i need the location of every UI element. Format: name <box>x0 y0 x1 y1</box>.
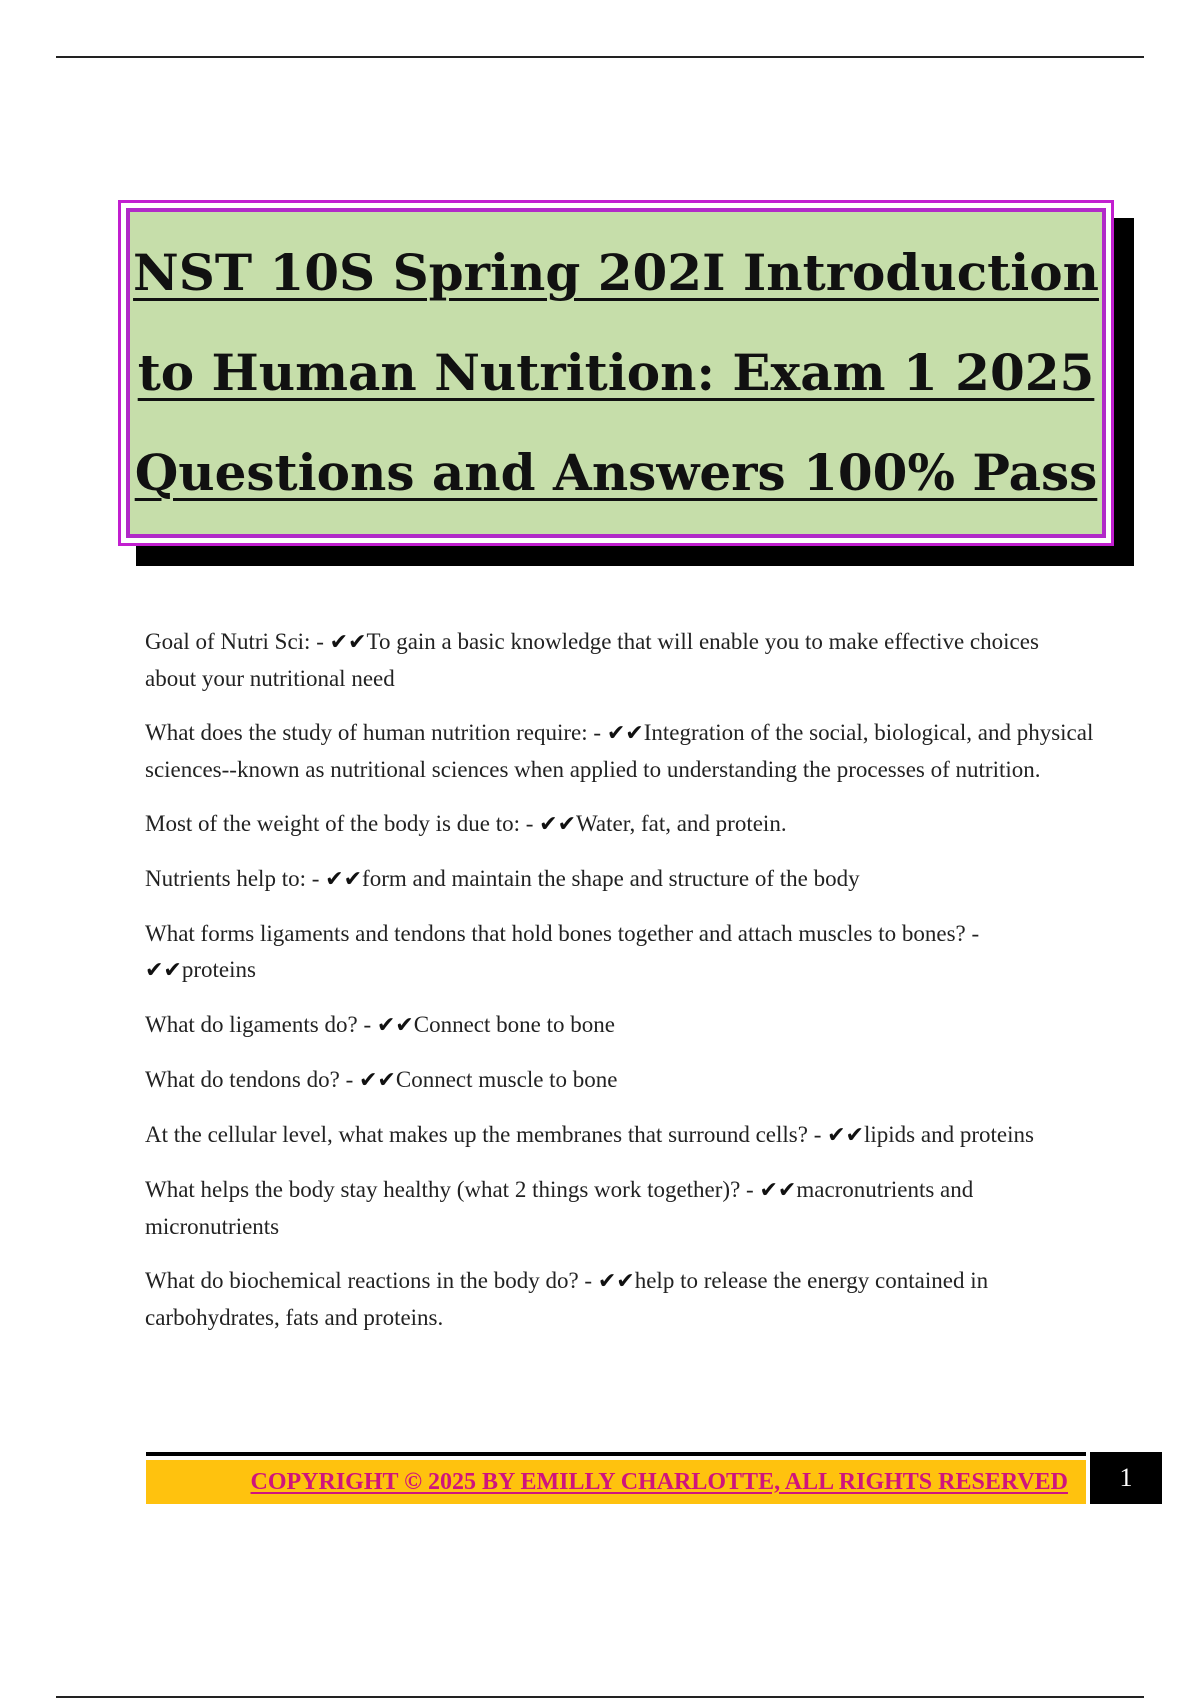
qa-item <box>145 1062 1095 1099</box>
question-text: What do ligaments do? <box>145 1012 358 1037</box>
question-text: What do biochemical reactions in the body do? <box>145 1268 579 1293</box>
footer-bar <box>146 1460 1086 1504</box>
qa-separator: - <box>305 866 326 891</box>
question-text: Goal of Nutri Sci: <box>145 629 311 654</box>
qa-item <box>145 916 1095 989</box>
question-text: What forms ligaments and tendons that hold bones together and attach muscles to bones? <box>145 921 966 946</box>
answer-text: help to release the energy contained in carbohydrates, fats and proteins. <box>145 1268 989 1330</box>
double-check-icon: ✔✔ <box>325 867 363 892</box>
answer-text: proteins <box>181 957 256 982</box>
qa-item <box>145 1117 1095 1154</box>
qa-list <box>145 624 1095 1354</box>
top-rule <box>56 56 1144 58</box>
answer-text: Integration of the social, biological, and physical sciences--known as nutritional sciences when applied to understanding the processes of nutrition. <box>145 720 1094 782</box>
answer-text: Water, fat, and protein. <box>576 811 787 836</box>
question-text: Nutrients help to: <box>145 866 306 891</box>
qa-separator: - <box>740 1177 760 1202</box>
question-text: What do tendons do? <box>145 1067 340 1092</box>
qa-separator: - <box>339 1067 359 1092</box>
double-check-icon: ✔✔ <box>145 958 182 983</box>
answer-text: Connect bone to bone <box>413 1012 615 1037</box>
bottom-rule <box>56 1696 1144 1698</box>
question-text: At the cellular level, what makes up the membranes that surround cells? <box>145 1122 808 1147</box>
double-check-icon: ✔✔ <box>359 1068 396 1093</box>
qa-separator: - <box>587 720 607 745</box>
double-check-icon: ✔✔ <box>827 1123 864 1148</box>
double-check-icon: ✔✔ <box>329 630 367 655</box>
double-check-icon: ✔✔ <box>606 721 644 746</box>
qa-item <box>145 806 1095 843</box>
title-line-1: NST 10S Spring 202I Introduction <box>133 243 1099 302</box>
answer-text: To gain a basic knowledge that will enable you to make effective choices about your nutritional need <box>145 629 1039 691</box>
qa-item <box>145 861 1095 898</box>
answer-text: macronutrients and micronutrients <box>145 1177 974 1239</box>
question-text: What helps the body stay healthy (what 2 things work together)? <box>145 1177 741 1202</box>
qa-item <box>145 1007 1095 1044</box>
qa-separator: - <box>357 1012 377 1037</box>
title-line-3: Questions and Answers 100% Pass <box>134 443 1098 502</box>
qa-separator: - <box>965 921 980 946</box>
question-text: What does the study of human nutrition require: <box>145 720 588 745</box>
qa-item <box>145 624 1095 697</box>
double-check-icon: ✔✔ <box>376 1013 414 1038</box>
answer-text: Connect muscle to bone <box>395 1067 618 1092</box>
title-banner-inner <box>126 208 1106 538</box>
answer-text: lipids and proteins <box>864 1122 1034 1147</box>
qa-item <box>145 1263 1095 1336</box>
qa-item <box>145 715 1095 788</box>
page-number: 1 <box>1090 1452 1162 1504</box>
title-banner <box>118 200 1114 546</box>
double-check-icon: ✔✔ <box>759 1178 797 1203</box>
qa-item <box>145 1172 1095 1245</box>
qa-separator: - <box>520 811 540 836</box>
copyright-notice: COPYRIGHT © 2025 BY EMILLY CHARLOTTE, ALL RIGHTS RESERVED <box>250 1468 1068 1495</box>
answer-text: form and maintain the shape and structure of the body <box>362 866 860 891</box>
footer-rule <box>146 1452 1086 1456</box>
title-line-2: to Human Nutrition: Exam 1 2025 <box>137 343 1095 402</box>
qa-separator: - <box>807 1122 828 1147</box>
question-text: Most of the weight of the body is due to: <box>145 811 520 836</box>
double-check-icon: ✔✔ <box>539 812 577 837</box>
qa-separator: - <box>578 1268 598 1293</box>
qa-separator: - <box>310 629 330 654</box>
double-check-icon: ✔✔ <box>597 1269 635 1294</box>
